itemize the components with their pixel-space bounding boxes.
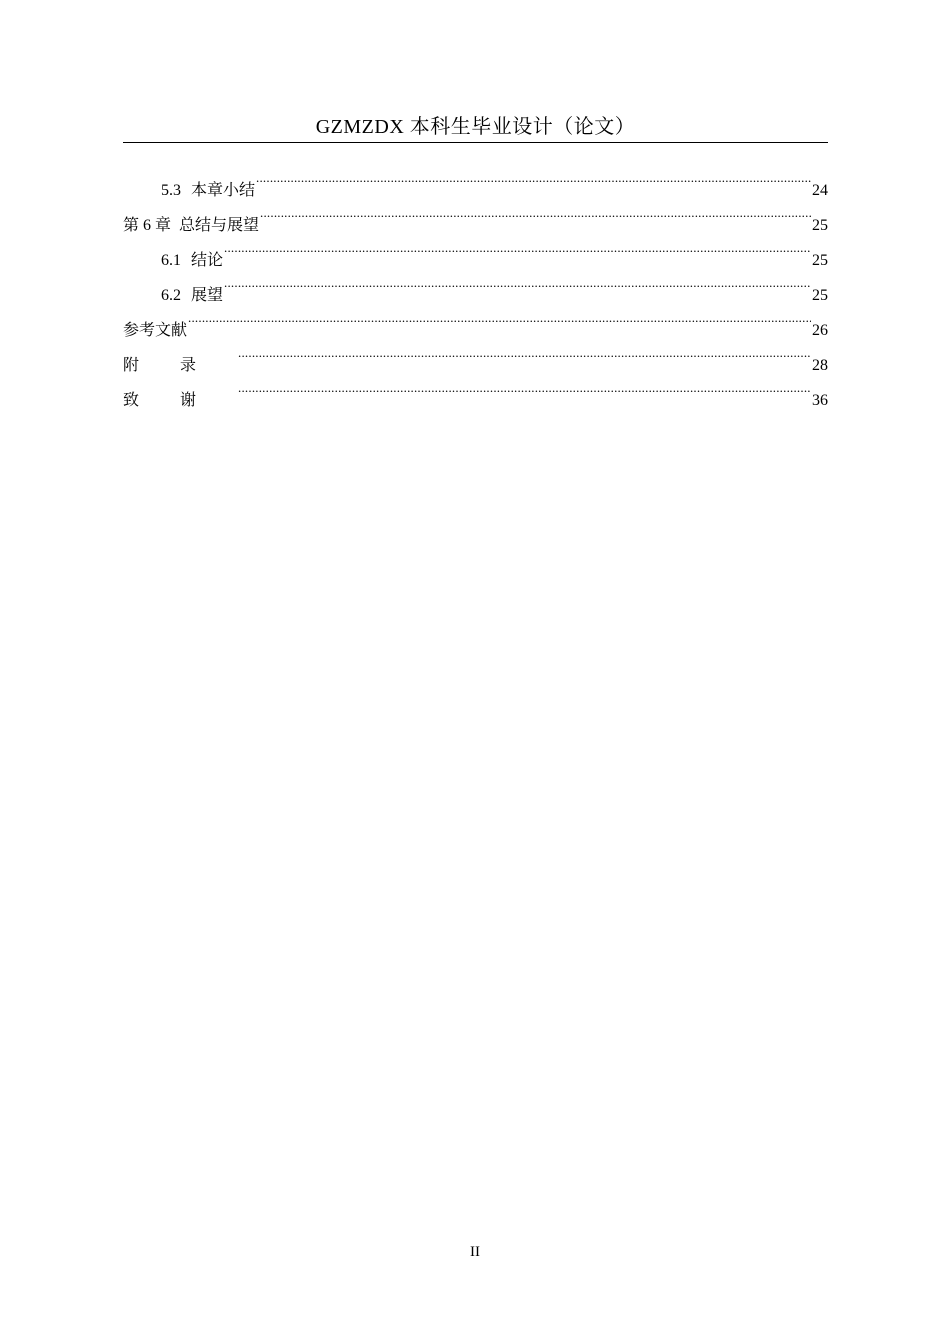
toc-dot-leader <box>238 335 811 370</box>
toc-entry-page: 26 <box>812 322 828 339</box>
toc-entry-number: 6.1 <box>161 252 181 269</box>
toc-dot-leader <box>224 265 811 300</box>
toc-entry-page: 25 <box>812 252 828 269</box>
page-header <box>123 112 828 143</box>
toc-entry-title: 展望 <box>191 287 224 304</box>
toc-entry-page: 25 <box>812 217 828 234</box>
toc-entry-page: 28 <box>812 357 828 374</box>
page-number: II <box>470 1244 480 1260</box>
toc-entry-number: 6.2 <box>161 287 181 304</box>
page-footer <box>0 1240 950 1264</box>
toc-entry-5-3[interactable] <box>123 160 828 199</box>
toc-entry-page: 24 <box>812 182 828 199</box>
toc-dot-leader <box>238 370 811 405</box>
toc-entry-title: 附录 <box>123 357 238 374</box>
toc-dot-leader <box>260 195 811 230</box>
header-title: GZMZDX 本科生毕业设计（论文） <box>315 116 636 138</box>
table-of-contents <box>123 160 828 409</box>
toc-entry-appendix[interactable] <box>123 335 828 374</box>
toc-entry-title: 参考文献 <box>123 322 188 339</box>
toc-entry-page: 25 <box>812 287 828 304</box>
toc-entry-6-2[interactable] <box>123 265 828 304</box>
toc-entry-title: 本章小结 <box>191 182 256 199</box>
toc-entry-number: 5.3 <box>161 182 181 199</box>
toc-entry-page: 36 <box>812 392 828 409</box>
toc-entry-title: 结论 <box>191 252 224 269</box>
toc-dot-leader <box>224 230 811 265</box>
toc-entry-title: 总结与展望 <box>179 217 260 234</box>
toc-entry-number: 第 6 章 <box>123 217 172 234</box>
toc-dot-leader <box>188 300 811 335</box>
toc-dot-leader <box>256 160 811 195</box>
toc-entry-title: 致谢 <box>123 392 238 409</box>
toc-entry-6-1[interactable] <box>123 230 828 269</box>
toc-entry-references[interactable] <box>123 300 828 339</box>
